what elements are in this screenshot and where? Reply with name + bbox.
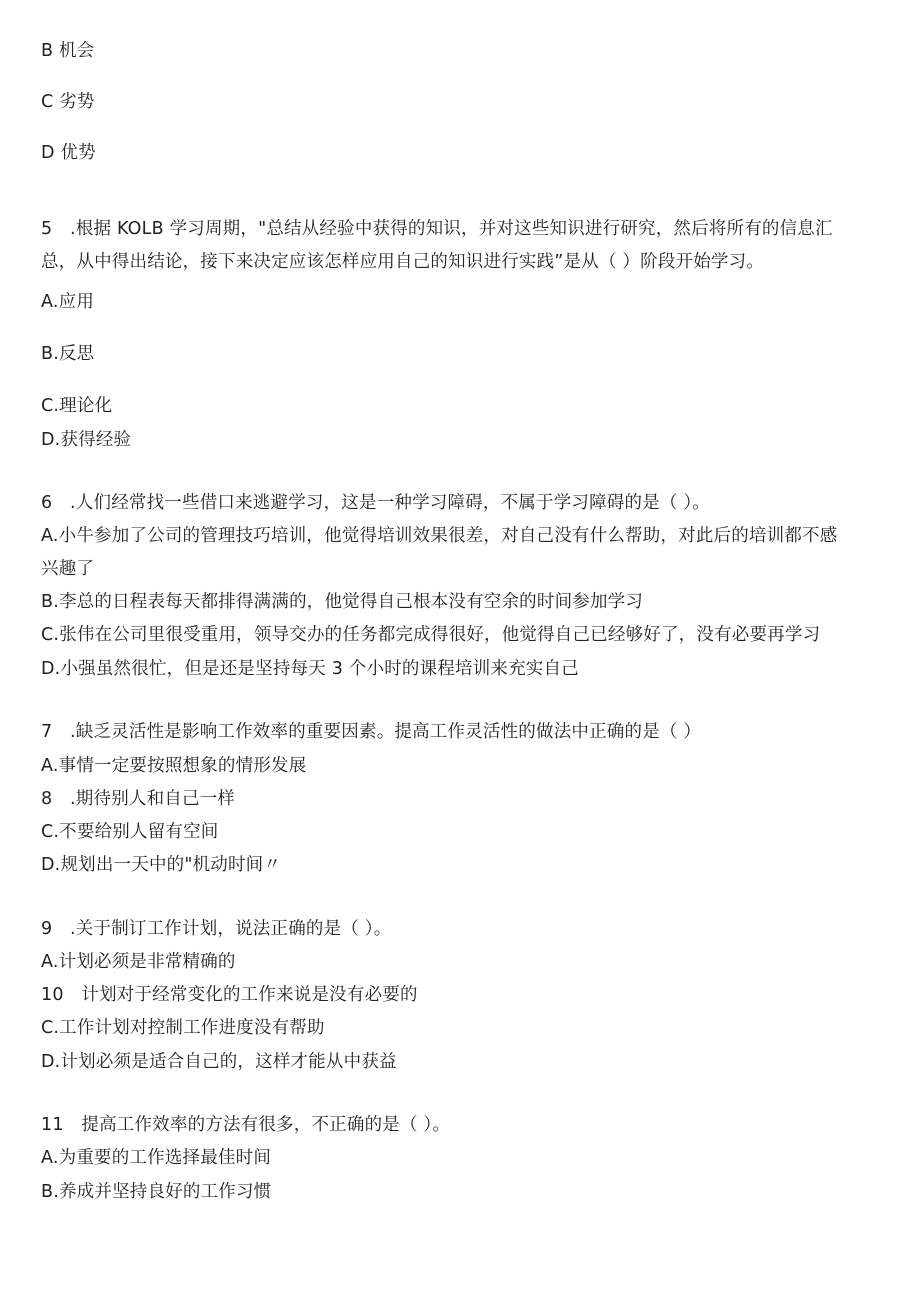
- q9-option-d: D.计划必须是适合自己的，这样才能从中获益: [41, 1052, 397, 1072]
- q5-option-b: B.反思: [41, 344, 95, 364]
- q7-option-b: 8 .期待别人和自己一样: [41, 789, 236, 809]
- q7-option-d: D.规划出一天中的"机动时间〃: [41, 855, 282, 875]
- q7-option-c: C.不要给别人留有空间: [41, 822, 219, 842]
- q6-stem: 6 .人们经常找一些借口来逃避学习，这是一种学习障碍，不属于学习障碍的是（ ）。: [41, 493, 711, 513]
- q4-option-d: D 优势: [41, 143, 96, 163]
- q7-stem: 7 .缺乏灵活性是影响工作效率的重要因素。提高工作灵活性的做法中正确的是（ ）: [41, 722, 702, 742]
- q9-option-c: C.工作计划对控制工作进度没有帮助: [41, 1018, 325, 1038]
- q5-stem-line2: 总，从中得出结论，接下来决定应该怎样应用自己的知识进行实践”是从（ ）阶段开始学习。: [41, 252, 765, 272]
- q4-option-b: B 机会: [41, 41, 95, 61]
- q7-option-a: A.事情一定要按照想象的情形发展: [41, 756, 307, 776]
- q4-option-c: C 劣势: [41, 92, 95, 112]
- q6-option-b: B.李总的日程表每天都排得满满的，他觉得自己根本没有空余的时间参加学习: [41, 592, 644, 612]
- q11-option-b: B.养成并坚持良好的工作习惯: [41, 1182, 272, 1202]
- q5-option-a: A.应用: [41, 292, 95, 312]
- q11-stem: 11 提高工作效率的方法有很多，不正确的是（ ）。: [41, 1115, 451, 1135]
- q5-option-c: C.理论化: [41, 396, 113, 416]
- q5-option-d: D.获得经验: [41, 430, 132, 450]
- q6-option-a-line1: A.小牛参加了公司的管理技巧培训，他觉得培训效果很差，对自己没有什么帮助，对此后的培训都不感: [41, 526, 838, 546]
- q6-option-d: D.小强虽然很忙，但是还是坚持每天 3 个小时的课程培训来充实自己: [41, 659, 579, 679]
- q9-option-b: 10 计划对于经常变化的工作来说是没有必要的: [41, 985, 418, 1005]
- q9-stem: 9 .关于制订工作计划，说法正确的是（ ）。: [41, 919, 392, 939]
- q6-option-c: C.张伟在公司里很受重用，领导交办的任务都完成得很好，他觉得自己已经够好了，没有必要再学习: [41, 625, 821, 645]
- q11-option-a: A.为重要的工作选择最佳时间: [41, 1148, 272, 1168]
- q5-stem-line1: 5 .根据 KOLB 学习周期，"总结从经验中获得的知识，并对这些知识进行研究，然后将所有的信息汇: [41, 219, 833, 239]
- q6-option-a-line2: 兴趣了: [41, 559, 95, 579]
- q9-option-a: A.计划必须是非常精确的: [41, 952, 236, 972]
